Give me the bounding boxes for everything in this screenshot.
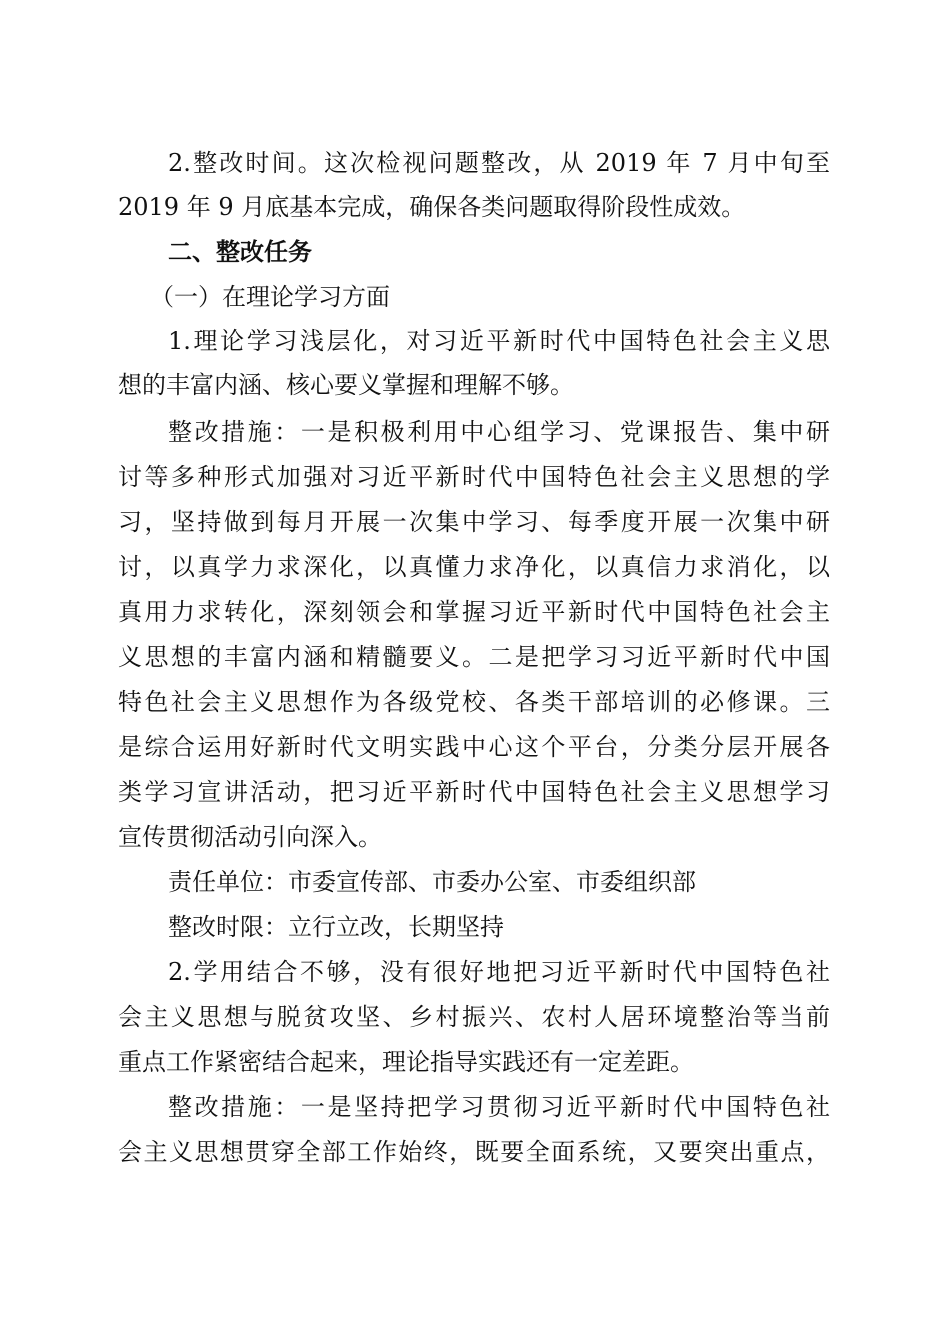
section-heading: 二、整改任务 bbox=[168, 238, 312, 266]
paragraph-line: 义思想的丰富内涵和精髓要义。二是把学习习近平新时代中国 bbox=[118, 643, 830, 671]
paragraph-line: 想的丰富内涵、核心要义掌握和理解不够。 bbox=[118, 371, 574, 399]
deadline: 整改时限：立行立改，长期坚持 bbox=[168, 913, 504, 941]
paragraph-line: 宣传贯彻活动引向深入。 bbox=[118, 823, 382, 851]
responsible-units: 责任单位：市委宣传部、市委办公室、市委组织部 bbox=[168, 868, 696, 896]
paragraph-line: 是综合运用好新时代文明实践中心这个平台，分类分层开展各 bbox=[118, 733, 830, 761]
paragraph-line: 讨，以真学力求深化，以真懂力求净化，以真信力求消化，以 bbox=[118, 553, 830, 581]
paragraph-line: 整改措施：一是坚持把学习贯彻习近平新时代中国特色社 bbox=[168, 1093, 830, 1121]
paragraph-line: 类学习宣讲活动，把习近平新时代中国特色社会主义思想学习 bbox=[118, 778, 830, 806]
paragraph-line: 会主义思想贯穿全部工作始终，既要全面系统，又要突出重点， bbox=[118, 1138, 830, 1166]
paragraph-line: 2.整改时间。这次检视问题整改，从 2019 年 7 月中旬至 bbox=[168, 149, 830, 177]
paragraph-line: 1.理论学习浅层化，对习近平新时代中国特色社会主义思 bbox=[168, 327, 830, 355]
paragraph-line: 会主义思想与脱贫攻坚、乡村振兴、农村人居环境整治等当前 bbox=[118, 1003, 830, 1031]
paragraph-line: 真用力求转化，深刻领会和掌握习近平新时代中国特色社会主 bbox=[118, 598, 830, 626]
paragraph-line: 习，坚持做到每月开展一次集中学习、每季度开展一次集中研 bbox=[118, 508, 830, 536]
subsection-heading: （一）在理论学习方面 bbox=[150, 283, 390, 311]
paragraph-line: 整改措施：一是积极利用中心组学习、党课报告、集中研 bbox=[168, 418, 830, 446]
paragraph-line: 讨等多种形式加强对习近平新时代中国特色社会主义思想的学 bbox=[118, 463, 830, 491]
paragraph-line: 特色社会主义思想作为各级党校、各类干部培训的必修课。三 bbox=[118, 688, 830, 716]
paragraph-line: 重点工作紧密结合起来，理论指导实践还有一定差距。 bbox=[118, 1048, 694, 1076]
paragraph-line: 2019 年 9 月底基本完成，确保各类问题取得阶段性成效。 bbox=[118, 193, 746, 221]
paragraph-line: 2.学用结合不够，没有很好地把习近平新时代中国特色社 bbox=[168, 958, 830, 986]
